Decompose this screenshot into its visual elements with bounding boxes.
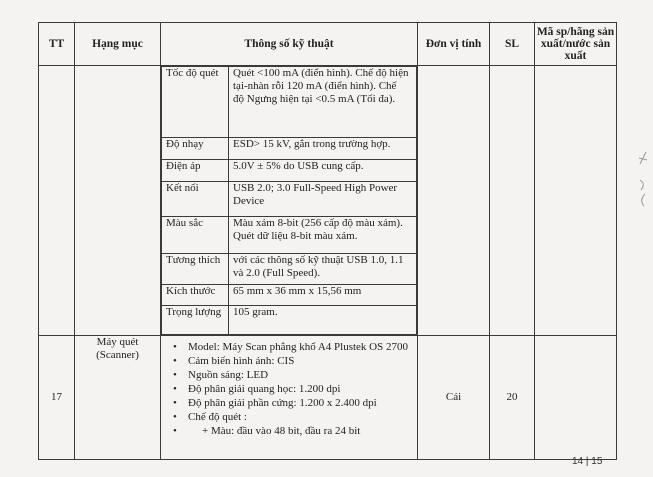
- spec-label: Màu sắc: [162, 217, 229, 254]
- spec-value: USB 2.0; 3.0 Full-Speed High Power Device: [229, 182, 417, 217]
- header-tt: TT: [39, 23, 75, 66]
- page-number: 14 | 15: [572, 456, 603, 467]
- header-spec: Thông số kỹ thuật: [161, 23, 418, 66]
- spec-value: Màu xám 8-bit (256 cấp độ màu xám). Quét dữ liệu 8-bit màu xám.: [229, 217, 417, 254]
- header-row: [39, 23, 617, 66]
- spec-row: [162, 138, 417, 160]
- item-features-cell: [161, 336, 418, 460]
- list-item: • + Màu: đầu vào 48 bit, đầu ra 24 bit: [171, 424, 411, 438]
- spec-row: [162, 160, 417, 182]
- cell-unit-empty: [418, 66, 490, 336]
- margin-stamp-mark: [636, 150, 650, 210]
- list-item: • Model: Máy Scan phẳng khổ A4 Plustek OS 2700: [171, 340, 411, 354]
- item-qty: 20: [490, 336, 535, 460]
- list-item: • Chế độ quét :: [171, 410, 411, 424]
- table-row-specs-continued: [39, 66, 617, 336]
- item-category: Máy quét (Scanner): [75, 336, 161, 460]
- spec-label: Kích thước: [162, 285, 229, 306]
- spec-subtable: [161, 66, 417, 335]
- header-category: Hạng mục: [75, 23, 161, 66]
- cell-category-empty: [75, 66, 161, 336]
- spec-label: Độ nhạy: [162, 138, 229, 160]
- spec-row: [162, 306, 417, 335]
- item-manufacturer: [535, 336, 617, 460]
- header-manufacturer: Mã sp/hãng sản xuất/nước sản xuất: [535, 23, 617, 66]
- spec-row: [162, 254, 417, 285]
- item-tt: 17: [39, 336, 75, 460]
- spec-value: Quét <100 mA (điển hình). Chế độ hiện tại-nhàn rỗi 120 mA (điển hình). Chế độ Ngưng hiện tại <0.5 mA (Tối đa).: [229, 67, 417, 138]
- header-unit: Đơn vị tính: [418, 23, 490, 66]
- spec-label: Tương thích: [162, 254, 229, 285]
- spec-value: ESD> 15 kV, gắn trong trường hợp.: [229, 138, 417, 160]
- spec-row: [162, 285, 417, 306]
- header-qty: SL: [490, 23, 535, 66]
- spec-label: Điện áp: [162, 160, 229, 182]
- item-unit: Cái: [418, 336, 490, 460]
- spec-value: với các thông số kỹ thuật USB 1.0, 1.1 và 2.0 (Full Speed).: [229, 254, 417, 285]
- list-item: • Độ phân giải phần cứng: 1.200 x 2.400 dpi: [171, 396, 411, 410]
- cell-qty-empty: [490, 66, 535, 336]
- spec-row: [162, 67, 417, 138]
- spec-label: Tốc độ quét: [162, 67, 229, 138]
- cell-spec-subtable: [161, 66, 418, 336]
- cell-tt-empty: [39, 66, 75, 336]
- list-item: • Nguồn sáng: LED: [171, 368, 411, 382]
- spec-value: 5.0V ± 5% do USB cung cấp.: [229, 160, 417, 182]
- spec-row: [162, 217, 417, 254]
- spec-table: [38, 22, 617, 460]
- spec-value: 65 mm x 36 mm x 15,56 mm: [229, 285, 417, 306]
- list-item: • Cảm biến hình ảnh: CIS: [171, 354, 411, 368]
- spec-row: [162, 182, 417, 217]
- cell-mfr-empty: [535, 66, 617, 336]
- table-row-item-17: [39, 336, 617, 460]
- list-item: • Độ phân giải quang học: 1.200 dpi: [171, 382, 411, 396]
- spec-label: Trọng lượng: [162, 306, 229, 335]
- feature-list: [161, 336, 417, 440]
- spec-value: 105 gram.: [229, 306, 417, 335]
- spec-label: Kết nối: [162, 182, 229, 217]
